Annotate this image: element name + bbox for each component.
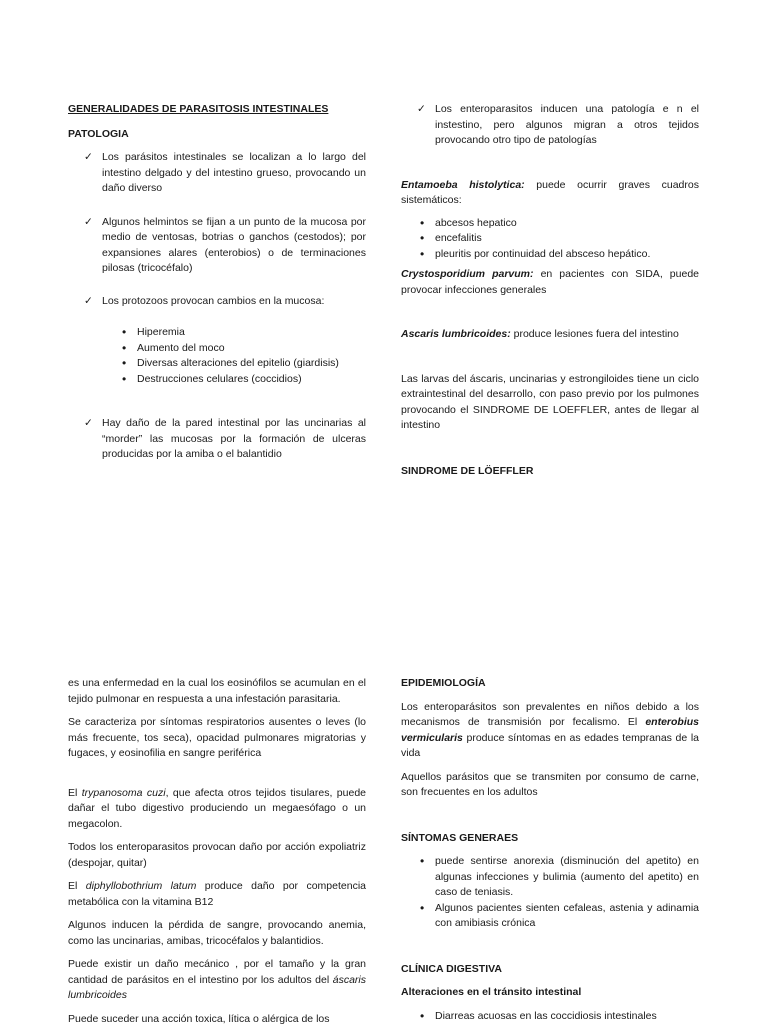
list-item: • abcesos hepatico	[401, 216, 699, 232]
paragraph: Aquellos parásitos que se transmiten por consumo de carne, son frecuentes en los adultos	[401, 770, 699, 801]
list-item: • Diversas alteraciones del epitelio (giardisis)	[103, 356, 366, 372]
check-item-text: Los parásitos intestinales se localizan a lo largo del intestino delgado y del intestino grueso, provocando un daño diverso	[102, 151, 366, 194]
list-item: • puede sentirse anorexia (disminución del apetito) en algunas infecciones y bulimia (aumento del apetito) en caso de teniasis.	[401, 854, 699, 901]
species-name: diphyllobothrium latum	[86, 880, 197, 892]
epidemiology-paragraph: Los enteroparásitos son prevalentes en niños debido a los mecanismos de transmisión por fecalismo. El enterobius vermicularis produce síntomas en as edades tempranas de la vida	[401, 700, 699, 762]
digestive-list	[401, 1009, 699, 1025]
paragraph: Algunos inducen la pérdida de sangre, provocando anemia, como las uncinarias, amibas, tricocéfalos y balantidios.	[68, 918, 366, 949]
section-heading-epidemiologia: EPIDEMIOLOGÍA	[401, 676, 699, 692]
list-item: • Diarreas acuosas en las coccidiosis intestinales	[401, 1009, 699, 1025]
bullet-icon: •	[420, 854, 424, 870]
bullet-icon: •	[420, 231, 424, 247]
check-item	[68, 294, 366, 310]
check-item-text: Los enteroparasitos inducen una patología e n el instestino, pero algunos migran a otros tejidos provocando otro tipo de patologías	[435, 103, 699, 146]
list-item: • encefalitis	[401, 231, 699, 247]
species-name: Crystosporidium parvum:	[401, 268, 534, 280]
checkmark-icon: ✓	[84, 416, 93, 432]
entamoeba-list	[401, 216, 699, 263]
section-heading-loeffler: SINDROME DE LÖEFFLER	[401, 464, 699, 480]
check-item	[68, 215, 366, 277]
species-name: Ascaris lumbricoides:	[401, 328, 511, 340]
bottom-left-column	[68, 676, 366, 1027]
list-item: • pleuritis por continuidad del absceso hepático.	[401, 247, 699, 263]
symptoms-list	[401, 854, 699, 932]
checkmark-icon: ✓	[417, 102, 426, 118]
check-item-text: Algunos helmintos se fijan a un punto de la mucosa por medio de ventosas, botrias o ganchos (cestodos); por expansiones alares (enterobios) o de terminaciones pilosas (tricocéfalo)	[102, 216, 366, 275]
check-item	[401, 102, 699, 149]
species-name: Entamoeba histolytica:	[401, 179, 525, 191]
list-item: • Aumento del moco	[103, 341, 366, 357]
document-title: GENERALIDADES DE PARASITOSIS INTESTINALES	[68, 102, 366, 118]
subsection-heading: Alteraciones en el tránsito intestinal	[401, 985, 699, 1001]
species-name: enterobius vermicularis	[401, 716, 699, 744]
ascaris-paragraph: Ascaris lumbricoides: produce lesiones fuera del intestino	[401, 327, 699, 343]
checkmark-icon: ✓	[84, 294, 93, 310]
section-heading-clinica: CLÍNICA DIGESTIVA	[401, 962, 699, 978]
paragraph: Todos los enteroparasitos provocan daño por acción expoliatriz (despojar, quitar)	[68, 840, 366, 871]
top-left-column	[68, 102, 366, 463]
section-heading-patologia: PATOLOGIA	[68, 127, 366, 143]
larvas-paragraph: Las larvas del áscaris, uncinarias y estrongiloides tiene un ciclo extraintestinal del desarrollo, con paso previo por los pulmones provocando el SINDROME DE LOEFFLER, antes de llegar al intestino	[401, 372, 699, 434]
bullet-icon: •	[420, 901, 424, 917]
list-item: • Hiperemia	[103, 325, 366, 341]
checkmark-icon: ✓	[84, 150, 93, 166]
entamoeba-paragraph: Entamoeba histolytica: puede ocurrir graves cuadros sistemáticos:	[401, 178, 699, 209]
trypanosoma-paragraph: El trypanosoma cuzi, que afecta otros tejidos tisulares, puede dañar el tubo digestivo produciendo un megaesófago o un megacolon.	[68, 786, 366, 833]
paragraph: Se caracteriza por síntomas respiratorios ausentes o leves (lo más frecuente, tos seca), opacidad pulmonares migratorias y fugaces, y eosinofilia en sangre periférica	[68, 715, 366, 762]
bullet-icon: •	[420, 247, 424, 263]
checkmark-icon: ✓	[84, 215, 93, 231]
bullet-icon: •	[122, 341, 126, 357]
paragraph: Puede suceder una acción toxica, lítica o alérgica de los	[68, 1012, 366, 1027]
cryptosporidium-paragraph: Crystosporidium parvum: en pacientes con SIDA, puede provocar infecciones generales	[401, 267, 699, 298]
paragraph: es una enfermedad en la cual los eosinófilos se acumulan en el tejido pulmonar en respuesta a una infestación parasitaria.	[68, 676, 366, 707]
list-item: • Destrucciones celulares (coccidios)	[103, 372, 366, 388]
section-heading-sintomas: SÍNTOMAS GENERAES	[401, 831, 699, 847]
bullet-icon: •	[420, 1009, 424, 1025]
top-right-column	[401, 102, 699, 479]
species-name: áscaris lumbricoides	[68, 974, 366, 1002]
ascaris-mechanical-paragraph: Puede existir un daño mecánico , por el tamaño y la gran cantidad de parásitos en el intestino por los adultos del áscaris lumbricoides	[68, 957, 366, 1004]
bullet-icon: •	[122, 325, 126, 341]
check-item-text: Los protozoos provocan cambios en la mucosa:	[102, 295, 324, 307]
diphyllobothrium-paragraph: El diphyllobothrium latum produce daño por competencia metabólica con la vitamina B12	[68, 879, 366, 910]
bullet-icon: •	[420, 216, 424, 232]
species-name: trypanosoma cuzi	[82, 787, 166, 799]
check-item	[68, 150, 366, 197]
bottom-right-column	[401, 676, 699, 1024]
mucosa-changes-list	[68, 325, 366, 387]
check-item-text: Hay daño de la pared intestinal por las uncinarias al “morder” las mucosas por la formación de ulceras producidas por la amiba o el balantidio	[102, 417, 366, 460]
bullet-icon: •	[122, 372, 126, 388]
check-item	[68, 416, 366, 463]
list-item: • Algunos pacientes sienten cefaleas, astenia y adinamia con amibiasis crónica	[401, 901, 699, 932]
bullet-icon: •	[122, 356, 126, 372]
